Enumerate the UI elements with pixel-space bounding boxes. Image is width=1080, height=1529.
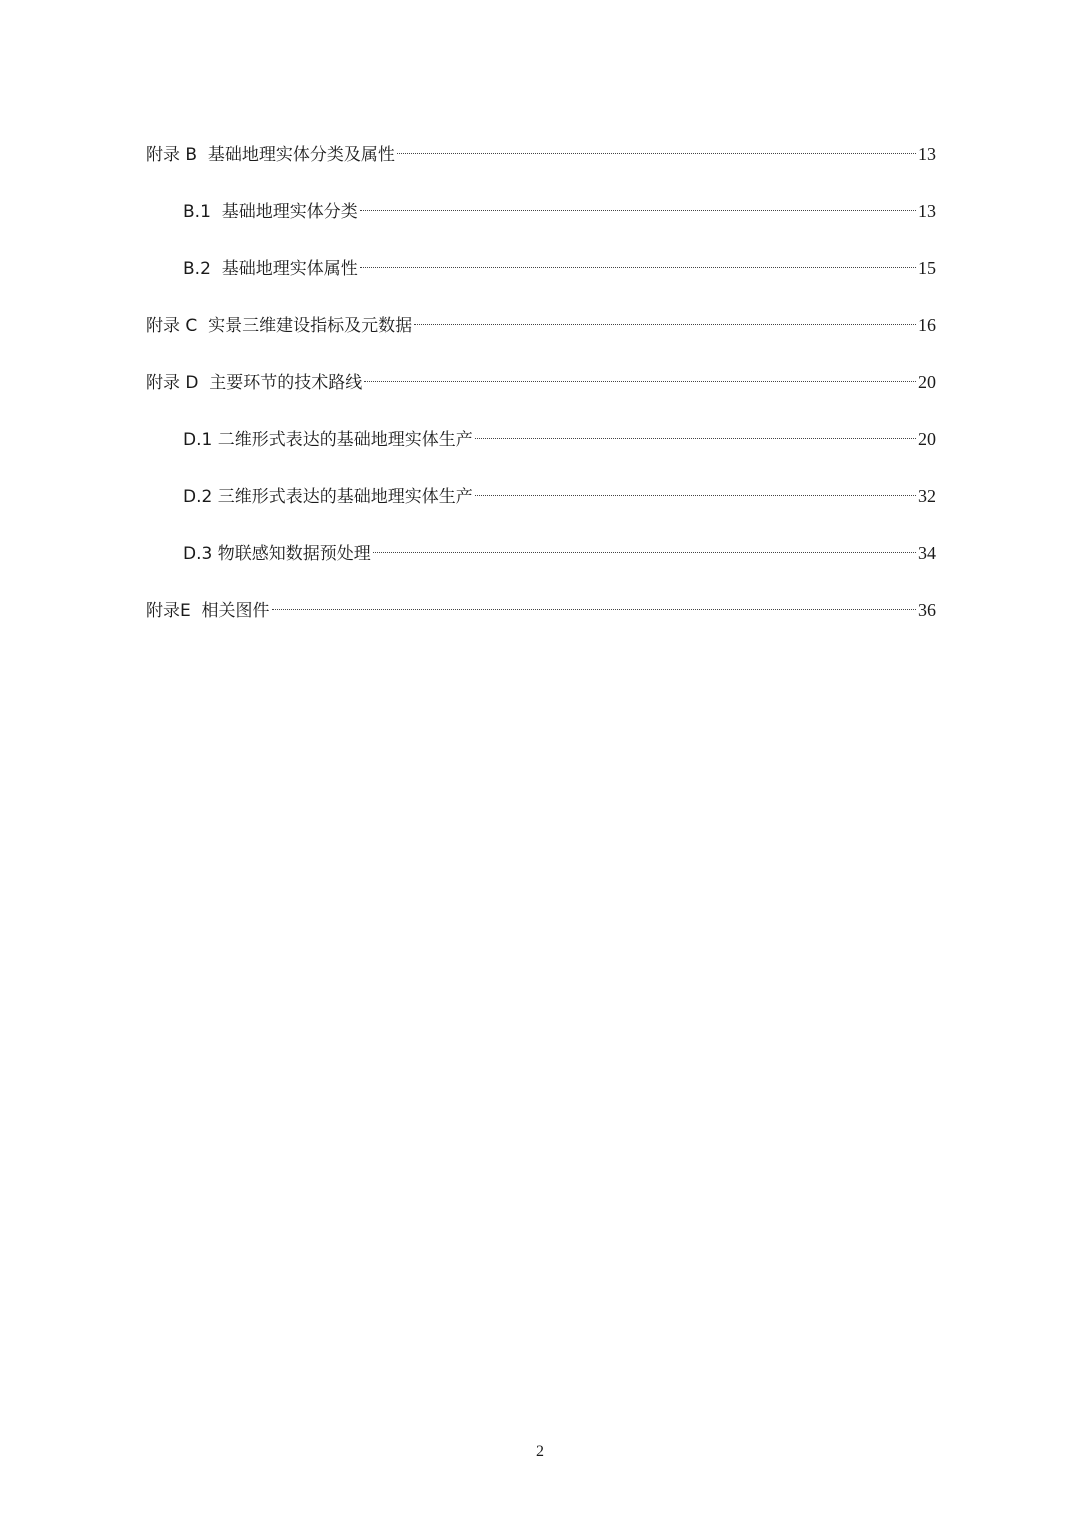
toc-entry-appendix-c[interactable] xyxy=(146,309,936,366)
table-of-contents xyxy=(146,138,936,651)
toc-entry-appendix-e[interactable] xyxy=(146,594,936,651)
toc-entry-page: 16 xyxy=(918,315,936,335)
toc-entry-page: 15 xyxy=(918,258,936,278)
toc-entry-d2[interactable] xyxy=(146,480,936,537)
dot-leader xyxy=(272,609,916,610)
toc-entry-title: D.1 二维形式表达的基础地理实体生产 xyxy=(183,430,473,450)
toc-entry-page: 20 xyxy=(918,429,936,449)
toc-entry-title: 附录 C 实景三维建设指标及元数据 xyxy=(146,316,413,336)
toc-entry-page: 34 xyxy=(918,543,936,563)
toc-entry-d1[interactable] xyxy=(146,423,936,480)
page-number: 2 xyxy=(536,1443,544,1460)
toc-entry-page: 32 xyxy=(918,486,936,506)
toc-entry-title: 附录E 相关图件 xyxy=(146,601,270,621)
toc-entry-page: 13 xyxy=(918,201,936,221)
toc-entry-title: D.3 物联感知数据预处理 xyxy=(183,544,371,564)
toc-entry-title: B.2 基础地理实体属性 xyxy=(183,259,358,279)
toc-entry-b2[interactable] xyxy=(146,252,936,309)
toc-entry-appendix-b[interactable] xyxy=(146,138,936,195)
dot-leader xyxy=(475,495,916,496)
toc-entry-page: 20 xyxy=(918,372,936,392)
dot-leader xyxy=(360,210,916,211)
dot-leader xyxy=(475,438,916,439)
dot-leader xyxy=(360,267,916,268)
dot-leader xyxy=(414,324,916,325)
toc-entry-title: 附录 B 基础地理实体分类及属性 xyxy=(146,145,395,165)
dot-leader xyxy=(364,381,916,382)
toc-entry-title: 附录 D 主要环节的技术路线 xyxy=(146,373,363,393)
toc-entry-page: 36 xyxy=(918,600,936,620)
toc-entry-appendix-d[interactable] xyxy=(146,366,936,423)
toc-entry-page: 13 xyxy=(918,144,936,164)
toc-entry-d3[interactable] xyxy=(146,537,936,594)
toc-entry-title: D.2 三维形式表达的基础地理实体生产 xyxy=(183,487,473,507)
toc-entry-title: B.1 基础地理实体分类 xyxy=(183,202,358,222)
toc-entry-b1[interactable] xyxy=(146,195,936,252)
dot-leader xyxy=(373,552,916,553)
dot-leader xyxy=(397,153,916,154)
